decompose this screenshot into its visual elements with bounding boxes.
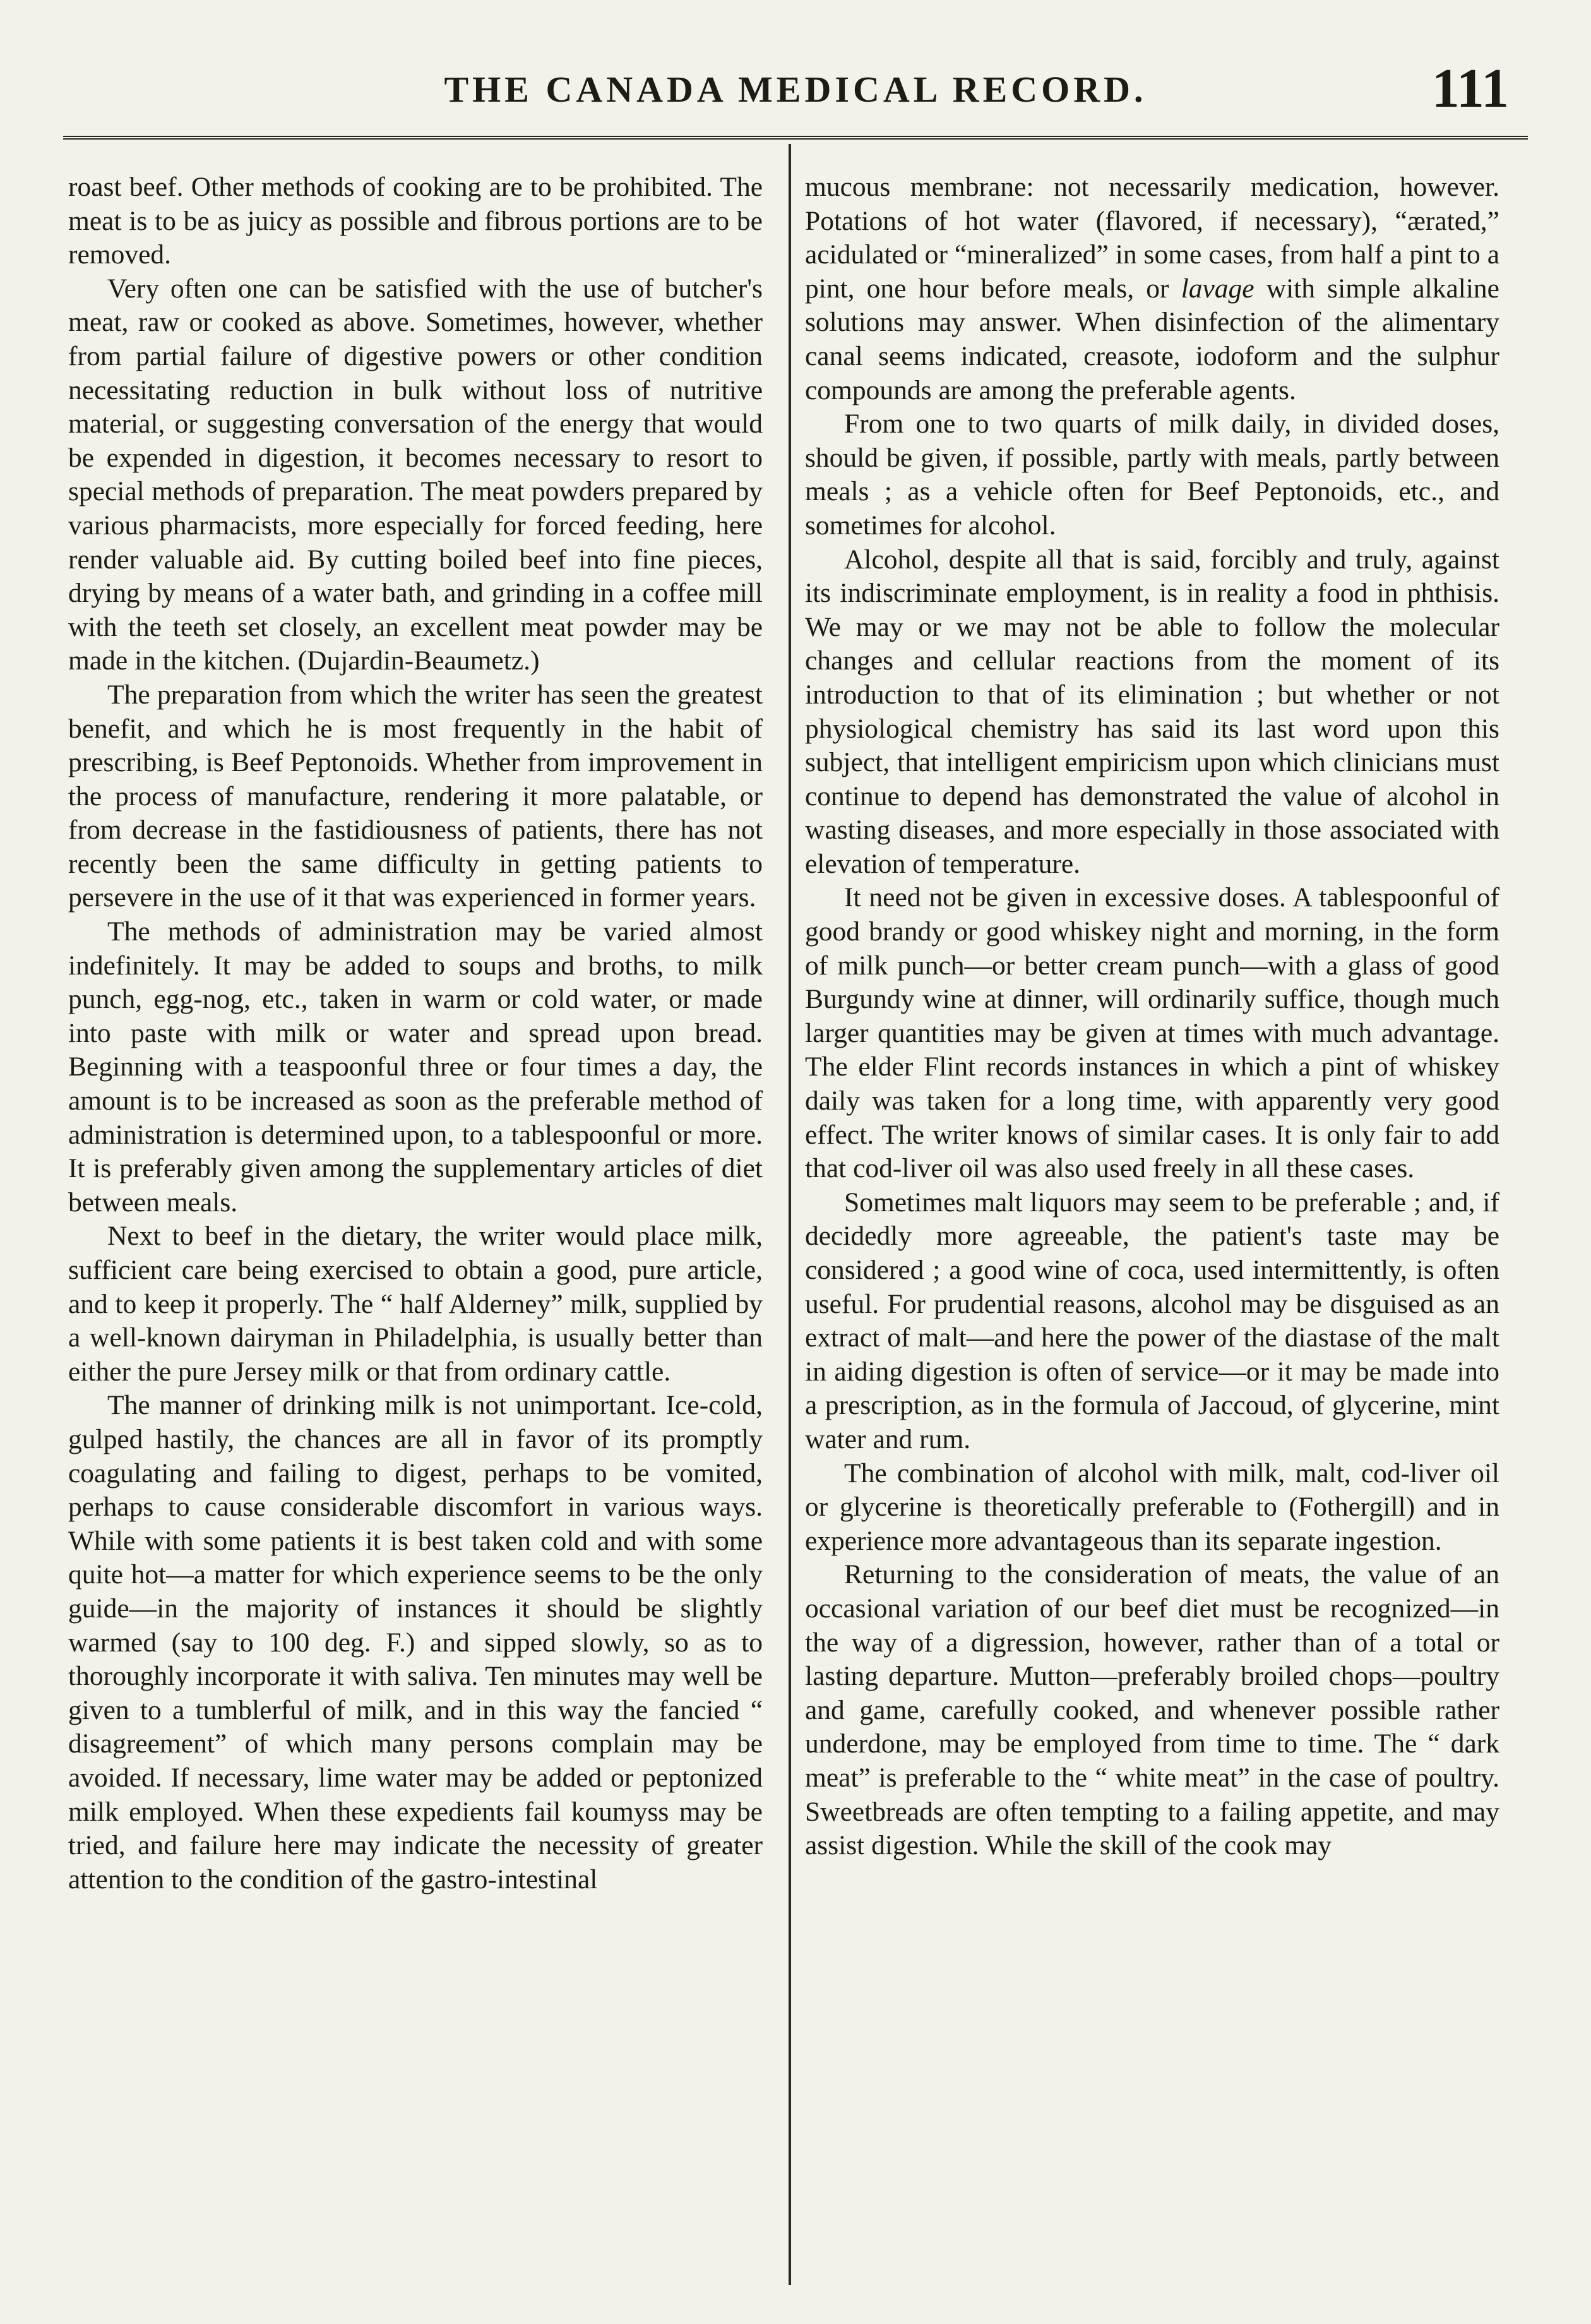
paragraph: The manner of drinking milk is not unimportant. Ice-cold, gulped hastily, the chances are all in favor of its promptly coagulating and failing to digest, perhaps to be vomited, perhaps to cause considerable discomfort in various ways. While with some patients it is best taken cold and with some quite hot—a matter for which experience seems to be the only guide—in the majority of instances it should be slightly warmed (say to 100 deg. F.) and sipped slowly, so as to thoroughly incorporate it with saliva. Ten minutes may well be given to a tumblerful of milk, and in this way the fancied “ disagreement” of which many persons complain may be avoided. If necessary, lime water may be added or peptonized milk employed. When these expedients fail koumyss may be tried, and failure here may indicate the necessity of greater attention to the condition of the gastro-intestinal [68,1390,763,1895]
left-column [68,171,763,2292]
paragraph: It need not be given in excessive doses. A tablespoonful of good brandy or good whiskey night and morning, in the form of milk punch—or better cream punch—with a glass of good Burgundy wine at dinner, will ordinarily suffice, though much larger quantities may be given at times with much advantage. The elder Flint records instances in which a pint of whiskey daily was taken for a long time, with apparently very good effect. The writer knows of similar cases. It is only fair to add that cod-liver oil was also used freely in all these cases. [805,882,1499,1184]
header-rule [63,136,1528,140]
paragraph: Returning to the consideration of meats, the value of an occasional variation of our beef diet must be recognized—in the way of a digression, however, rather than of a total or lasting departure. Mutton—preferably broiled chops—poultry and game, carefully cooked, and whenever possible rather underdone, may be employed from time to time. The “ dark meat” is preferable to the “ white meat” in the case of poultry. Sweetbreads are often tempting to a failing appetite, and may assist digestion. While the skill of the cook may [805,1559,1499,1861]
right-column [805,171,1499,2292]
page-header [57,57,1534,126]
paragraph: The combination of alcohol with milk, malt, cod-liver oil or glycerine is theoretically preferable to (Fothergill) and in experience more advantageous than its separate ingestion. [805,1458,1499,1556]
paragraph: Sometimes malt liquors may seem to be preferable ; and, if decidedly more agreeable, the patient's taste may be considered ; a good wine of coca, used intermittently, is often useful. For prudential reasons, alcohol may be disguised as an extract of malt—and here the power of the diastase of the malt in aiding digestion is often of service—or it may be made into a prescription, as in the formula of Jaccoud, of glycerine, mint water and rum. [805,1187,1499,1454]
paragraph: Very often one can be satisfied with the use of butcher's meat, raw or cooked as above. Sometimes, however, whether from partial failure of digestive powers or other condition necessitating reduction in bulk without loss of nutritive material, or suggesting conversation of the energy that would be expended in digestion, it becomes necessary to resort to special methods of preparation. The meat powders prepared by various pharmacists, more especially for forced feeding, here render valuable aid. By cutting boiled beef into fine pieces, drying by means of a water bath, and grinding in a coffee mill with the teeth set closely, an excellent meat powder may be made in the kitchen. (Dujardin-Beaumetz.) [68,273,763,676]
paragraph: Alcohol, despite all that is said, forcibly and truly, against its indiscriminate employment, is in reality a food in phthisis. We may or we may not be able to follow the molecular changes and cellular reactions from the moment of its introduction to that of its elimination ; but whether or not physiological chemistry has said its last word upon this subject, that intelligent empiricism upon which clinicians must continue to depend has demonstrated the value of alcohol in wasting diseases, and more especially in those associated with elevation of temperature. [805,544,1499,879]
page-number: 111 [1431,58,1509,119]
paragraph-text: mucous membrane: not necessarily medication, however. Potations of hot water (flavored, if necessary), “ærated,” acidulated or “mineralized” in some cases, from half a pint to a pint, one hour before meals, or [805,172,1499,304]
paragraph: The preparation from which the writer has seen the greatest benefit, and which he is most frequently in the habit of prescribing, is Beef Peptonoids. Whether from improvement in the process of manufacture, rendering it more palatable, or from decrease in the fastidiousness of patients, there has not recently been the same difficulty in getting patients to persevere in the use of it that was experienced in former years. [68,679,763,913]
paragraph-text: with simple alkaline solutions may answer. When disinfection of the alimentary canal seems indicated, creasote, iodoform and the sulphur compounds are among the preferable agents. [805,273,1499,405]
column-divider [789,144,791,2285]
running-title: THE CANADA MEDICAL RECORD. [444,69,1147,110]
paragraph: From one to two quarts of milk daily, in divided doses, should be given, if possible, partly with meals, partly between meals ; as a vehicle often for Beef Peptonoids, etc., and sometimes for alcohol. [805,409,1499,541]
paragraph: The methods of administration may be varied almost indefinitely. It may be added to soups and broths, to milk punch, egg-nog, etc., taken in warm or cold water, or made into paste with milk or water and spread upon bread. Beginning with a teaspoonful three or four times a day, the amount is to be increased as soon as the preferable method of administration is determined upon, to a tablespoonful or more. It is preferably given among the supplementary articles of diet between meals. [68,916,763,1218]
italic-term: lavage [1181,273,1254,304]
paragraph: roast beef. Other methods of cooking are to be prohibited. The meat is to be as juicy as possible and fibrous portions are to be removed. [68,172,763,270]
paragraph: Next to beef in the dietary, the writer would place milk, sufficient care being exercised to obtain a good, pure article, and to keep it properly. The “ half Alderney” milk, supplied by a well-known dairyman in Philadelphia, is usually better than either the pure Jersey milk or that from ordinary cattle. [68,1221,763,1387]
paragraph [805,171,1499,407]
